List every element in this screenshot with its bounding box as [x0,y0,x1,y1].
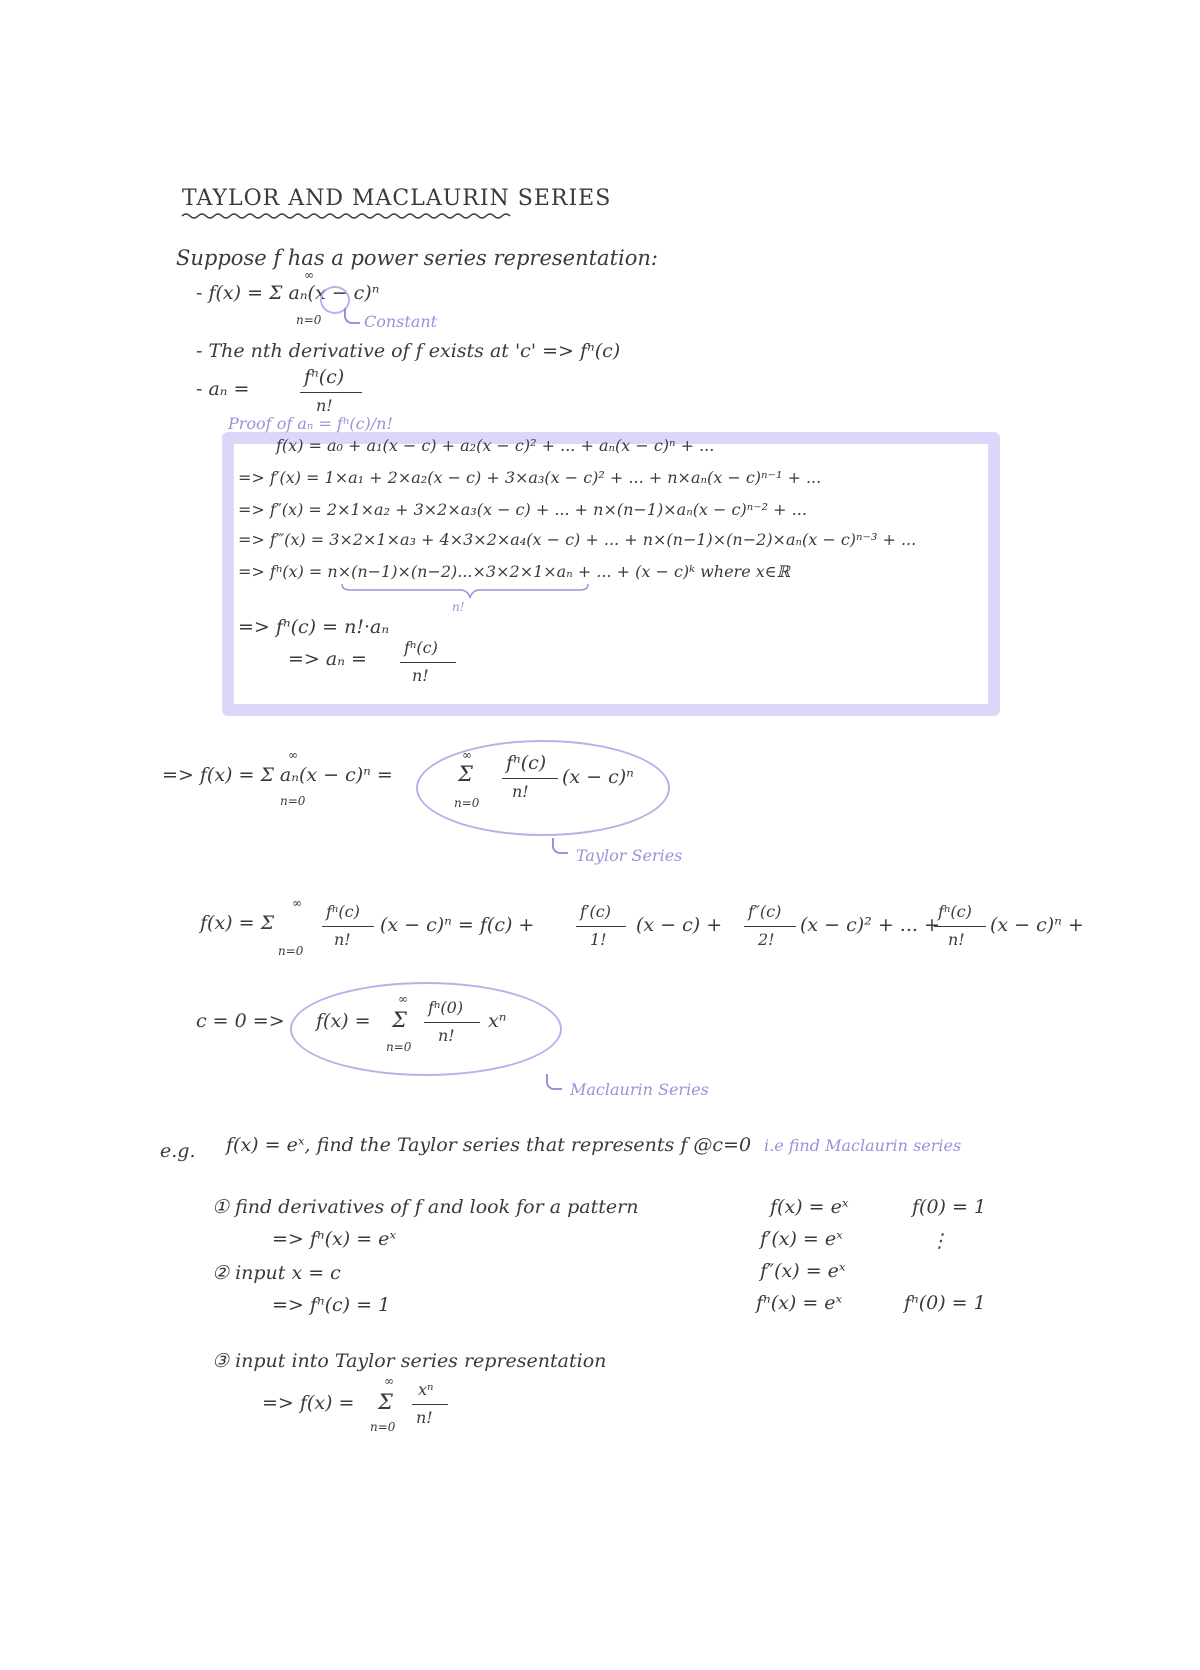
proof-line-1: f(x) = a₀ + a₁(x − c) + a₂(x − c)² + ... + aₙ(x − c)ⁿ + ... [276,436,715,455]
sum-upper-limit: ∞ [304,268,314,282]
expansion-term1-tail: (x − c)ⁿ = f(c) + [380,914,535,936]
fraction-bar [400,662,456,663]
proof-result-2-lhs: => aₙ = [288,648,367,670]
taylor-rhs-tail: (x − c)ⁿ [562,766,634,788]
example-step-3-lower: n=0 [370,1420,396,1434]
example-step-2-result: => fⁿ(c) = 1 [272,1294,391,1316]
proof-line-5: => fⁿ(x) = n×(n−1)×(n−2)...×3×2×1×aₙ + ... + (x − c)ᵏ where x∈ℝ [238,562,790,581]
taylor-rhs-numerator: fⁿ(c) [506,752,547,774]
expansion-term1-denominator: n! [334,930,351,949]
proof-result-2-denominator: n! [412,666,429,685]
coefficient-formula-denominator: n! [316,396,333,415]
example-step-3-numerator: xⁿ [418,1380,434,1399]
page-title: TAYLOR AND MACLAURIN SERIES [182,186,612,211]
constant-note: Constant [364,312,438,331]
expansion-sum-lower: n=0 [278,944,304,958]
coefficient-formula-numerator: fⁿ(c) [304,366,345,388]
fraction-bar [934,926,986,927]
derivative-2: f′(x) = eˣ [760,1228,843,1250]
fraction-bar [412,1404,448,1405]
example-prompt-note: i.e find Maclaurin series [764,1136,962,1155]
maclaurin-sum-lower: n=0 [386,1040,412,1054]
maclaurin-series-note: Maclaurin Series [570,1080,709,1099]
example-step-2: ② input x = c [212,1262,341,1284]
intro-statement: Suppose f has a power series representation: [176,246,658,270]
expansion-term4-numerator: fⁿ(c) [938,902,972,921]
power-series-definition: - f(x) = Σ aₙ(x − c)ⁿ [196,282,380,304]
expansion-term1-numerator: fⁿ(c) [326,902,360,921]
maclaurin-sum-upper: ∞ [398,992,408,1006]
taylor-rhs-upper: ∞ [462,748,472,762]
fraction-bar [744,926,796,927]
example-label: e.g. [160,1140,196,1162]
coefficient-formula-lhs: - aₙ = [196,378,250,400]
taylor-rhs-lower: n=0 [454,796,480,810]
example-step-1: ① find derivatives of f and look for a pattern [212,1196,639,1218]
value-ellipsis: ⋮ [930,1230,949,1252]
proof-line-2: => f′(x) = 1×a₁ + 2×a₂(x − c) + 3×a₃(x − c)² + ... + n×aₙ(x − c)ⁿ⁻¹ + ... [238,468,822,487]
example-step-1-result: => fⁿ(x) = eˣ [272,1228,397,1250]
example-step-3-denominator: n! [416,1408,433,1427]
taylor-series-note: Taylor Series [576,846,683,865]
expansion-term2-denominator: 1! [590,930,607,949]
expansion-term2-numerator: f′(c) [580,902,611,921]
expansion-term4-tail: (x − c)ⁿ + [990,914,1084,936]
nfact-note: n! [452,600,465,614]
example-step-3-sigma: Σ [378,1390,393,1414]
expansion-term3-denominator: 2! [758,930,775,949]
proof-result-2-numerator: fⁿ(c) [404,638,438,657]
maclaurin-denominator: n! [438,1026,455,1045]
taylor-lhs: => f(x) = Σ aₙ(x − c)ⁿ = [162,764,393,786]
sum-lower-limit: n=0 [296,313,322,327]
derivative-1: f(x) = eˣ [770,1196,849,1218]
expansion-sum-upper: ∞ [292,896,302,910]
example-step-3: ③ input into Taylor series representation [212,1350,607,1372]
example-prompt: f(x) = eˣ, find the Taylor series that represents f @c=0 [226,1134,752,1156]
expansion-term3-tail: (x − c)² + ... + [800,914,940,936]
maclaurin-tail: xⁿ [488,1010,507,1032]
example-step-3-upper: ∞ [384,1374,394,1388]
expansion-term3-numerator: f″(c) [748,902,782,921]
expansion-term2-tail: (x − c) + [636,914,723,936]
taylor-rhs-denominator: n! [512,782,529,801]
value-at-zero: f(0) = 1 [912,1196,987,1218]
expansion-lhs: f(x) = Σ [200,912,275,934]
maclaurin-arrow [546,1074,562,1090]
taylor-sum-upper: ∞ [288,748,298,762]
derivative-n: fⁿ(x) = eˣ [756,1292,843,1314]
derivative-3: f″(x) = eˣ [760,1260,846,1282]
taylor-sum-lower: n=0 [280,794,306,808]
value-n-at-zero: fⁿ(0) = 1 [904,1292,986,1314]
proof-line-3: => f″(x) = 2×1×a₂ + 3×2×a₃(x − c) + ... + n×(n−1)×aₙ(x − c)ⁿ⁻² + ... [238,500,807,519]
expansion-term4-denominator: n! [948,930,965,949]
fraction-bar [502,778,558,779]
taylor-arrow [552,838,568,854]
fraction-bar [424,1022,480,1023]
maclaurin-numerator: fⁿ(0) [428,998,464,1017]
fraction-bar [576,926,626,927]
proof-line-4: => f‴(x) = 3×2×1×a₃ + 4×3×2×a₄(x − c) + ... + n×(n−1)×(n−2)×aₙ(x − c)ⁿ⁻³ + ... [238,530,917,549]
proof-result-1: => fⁿ(c) = n!·aₙ [238,616,390,638]
maclaurin-sigma: Σ [392,1008,407,1032]
proof-label: Proof of aₙ = fⁿ(c)/n! [228,414,393,433]
fraction-bar [322,926,374,927]
nth-derivative-statement: - The nth derivative of f exists at 'c' => fⁿ(c) [196,340,621,362]
maclaurin-condition: c = 0 => [196,1010,285,1032]
taylor-sigma: Σ [458,762,473,786]
maclaurin-lhs: f(x) = [316,1010,371,1032]
example-step-3-lhs: => f(x) = [262,1392,355,1414]
